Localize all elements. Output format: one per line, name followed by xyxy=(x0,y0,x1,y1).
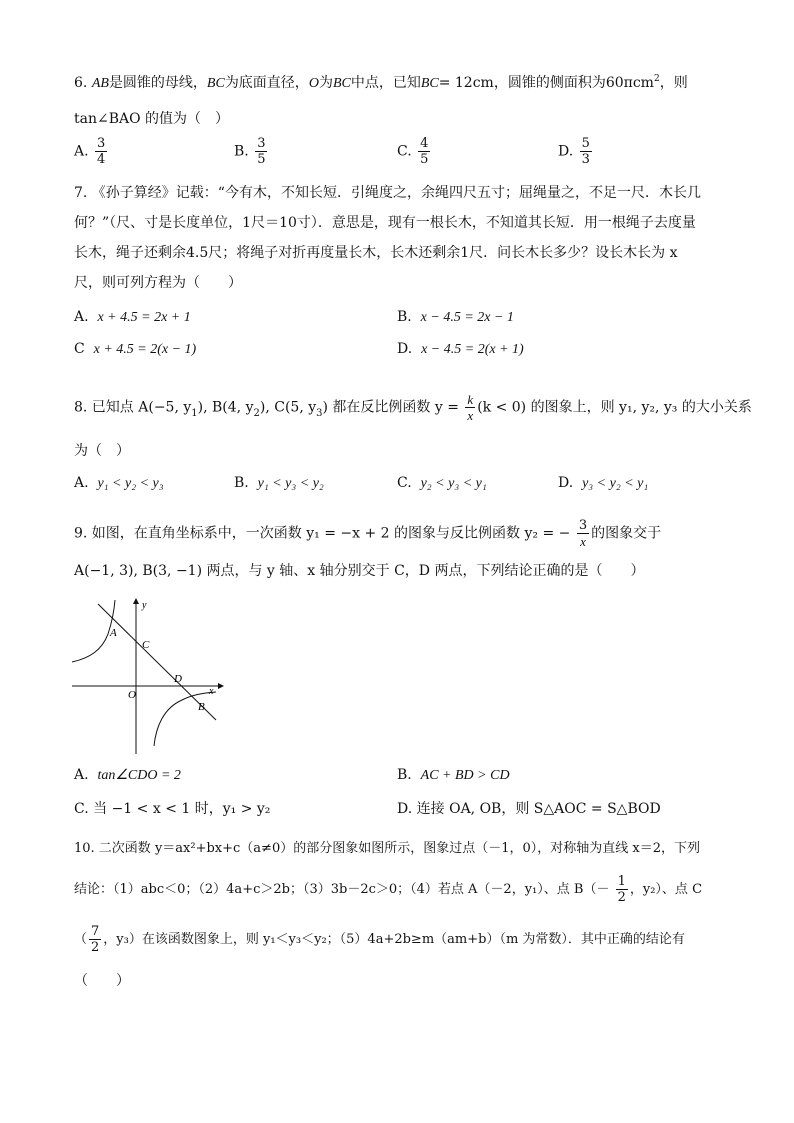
q8-line2: 为（ ） xyxy=(74,443,130,459)
q9-option-a: A. tan∠CDO = 2 xyxy=(74,767,181,783)
q10-line1: 10. 二次函数 y＝ax²+bx+c（a≠0）的部分图象如图所示，图象过点（－1，0），对称轴为直线 x＝2，下列 xyxy=(74,841,700,856)
q9-line2: A(−1, 3), B(3, −1) 两点，与 y 轴、x 轴分别交于 C，D 两点，下列结论正确的是（ ） xyxy=(74,563,645,579)
q8-option-b: B. y₁ < y₃ < y₂ xyxy=(234,475,324,491)
label-a: A xyxy=(110,627,117,639)
q8-line1: 8. 已知点 A(−5, $y_1$), B(4, $y_2$), C(5, $y_3$) 都在反比例函数 y = $\frac{k}{x}$ (k < 0) 的图象上，则 y₁, y₂, y₃ 的大小关系 xyxy=(74,392,752,423)
q7-option-d: D. x − 4.5 = 2(x + 1) xyxy=(397,341,524,357)
q6-line2: tan∠BAO 的值为（ ） xyxy=(74,111,230,127)
q10-line2: 结论：（1）abc＜0；（2）4a+c＞2b；（3）3b－2c＞0；（4）若点 A（－2，y₁）、点 B（－ $\frac{1}{2}$ ，y₂）、点 C xyxy=(74,874,703,905)
q9-option-b: B. AC + BD > CD xyxy=(397,767,510,783)
q7-line4: 尺，则可列方程为（ ） xyxy=(74,275,242,291)
q7-option-b: B. x − 4.5 = 2x − 1 xyxy=(397,309,514,325)
q6-option-d: D. $\frac{5}{3}$ xyxy=(558,136,590,167)
label-y: y xyxy=(142,600,147,611)
q9-option-c: C. 当 −1 < x < 1 时，y₁ > y₂ xyxy=(74,801,271,817)
q7-line1: 7. 《孙子算经》记载：“今有木，不知长短．引绳度之，余绳四尺五寸；屈绳量之，不足一尺．木长几 xyxy=(74,185,701,201)
q6-option-b: B. $\frac{3}{5}$ xyxy=(234,136,266,167)
q10-line3: （ $\frac{7}{2}$ ，y₃）在该函数图象上，则 y₁＜y₃＜y₂；（5）4a+2b≥m（am+b）（m 为常数）．其中正确的结论有 xyxy=(74,924,685,955)
q8-option-d: D. y₃ < y₂ < y₁ xyxy=(558,475,649,491)
q6-option-a: A. $\frac{3}{4}$ xyxy=(74,136,106,167)
hyperbola-upper-branch xyxy=(72,600,115,662)
x-axis-arrow xyxy=(218,683,224,689)
q10-line4: （ ） xyxy=(74,973,130,989)
q7-option-c: C x + 4.5 = 2(x − 1) xyxy=(74,341,197,357)
label-o: O xyxy=(128,689,136,701)
q6-line1: 6. AB是圆锥的母线，BC为底面直径，O为BC中点，已知BC= 12cm，圆锥的侧面积为60πcm$^2$，则 xyxy=(74,74,688,91)
q7-line2: 何？”（尺、寸是长度单位，1尺＝10寸）．意思是，现有一根长木，不知道其长短．用一根绳子去度量 xyxy=(74,215,696,231)
y-axis-arrow xyxy=(133,598,139,604)
q6-option-c: C. $\frac{4}{5}$ xyxy=(397,136,429,167)
q7-line3: 长木，绳子还剩余4.5尺；将绳子对折再度量长木，长木还剩余1尺．问长木长多少？设长木长为 x xyxy=(74,245,678,261)
q9-graph xyxy=(68,596,224,756)
q9-line1: 9. 如图，在直角坐标系中，一次函数 y₁ = −x + 2 的图象与反比例函数 y₂ = − $\frac{3}{x}$ 的图象交于 xyxy=(74,518,662,549)
q8-option-c: C. y₂ < y₃ < y₁ xyxy=(397,475,487,491)
label-x: x xyxy=(209,686,214,697)
q9-option-d: D. 连接 OA, OB，则 S△AOC = S△BOD xyxy=(397,801,661,817)
label-d: D xyxy=(174,673,182,685)
q8-option-a: A. y₁ < y₂ < y₃ xyxy=(74,475,164,491)
q7-option-a: A. x + 4.5 = 2x + 1 xyxy=(74,309,191,325)
hyperbola-lower-branch xyxy=(154,692,216,746)
label-b: B xyxy=(198,701,205,713)
label-c: C xyxy=(142,639,150,651)
